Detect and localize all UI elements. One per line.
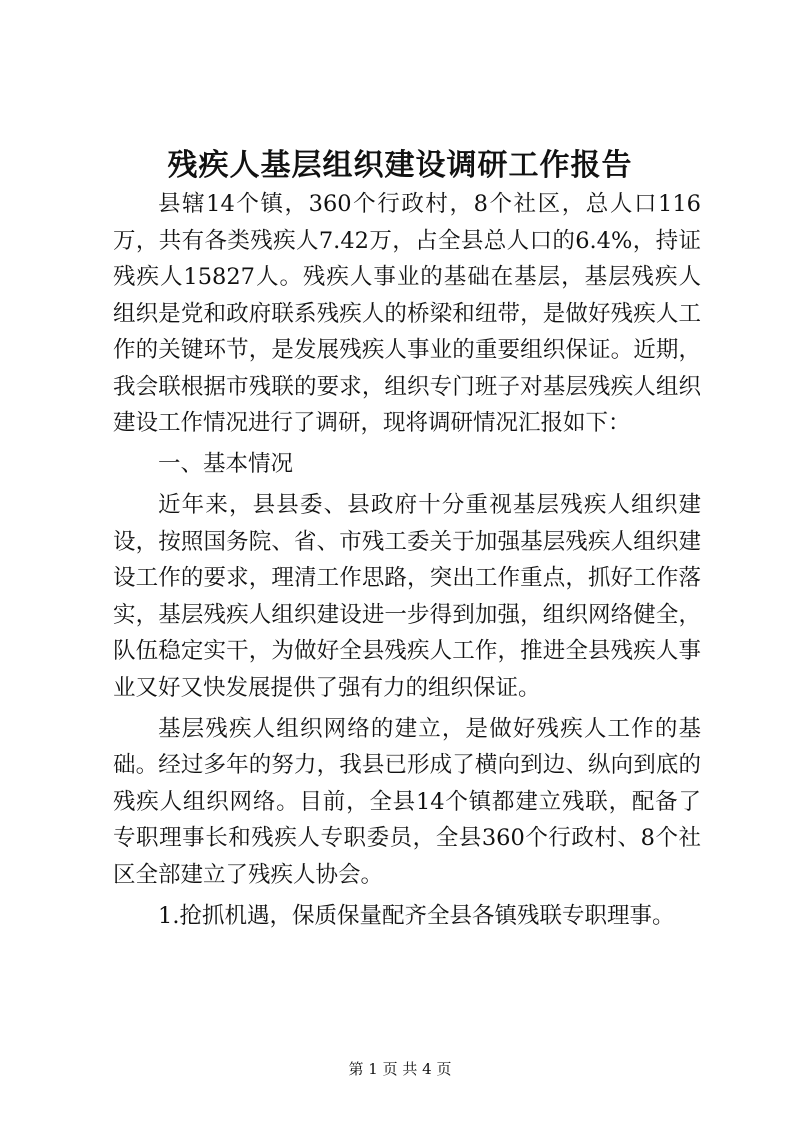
document-body [113,186,701,939]
section-heading-basic-situation: 一、基本情况 [158,451,294,477]
paragraph-item-1: 1.抢抓机遇，保质保量配齐全县各镇残联专职理事。 [158,902,675,929]
page-number-footer: 第 1 页 共 4 页 [348,1060,452,1078]
paragraph-organization-network: 基层残疾人组织网络的建立，是做好残疾人工作的基础。经过多年的努力，我县已形成了横向到边、纵向到底的残疾人组织网络。目前，全县14个镇都建立残联，配备了专职理事长和残疾人专职委员，全县360个行政村、8个社区全部建立了残疾人协会。 [113,715,701,888]
paragraph-recent-years: 近年来，县县委、县政府十分重视基层残疾人组织建设，按照国务院、省、市残工委关于加强基层残疾人组织建设工作的要求，理清工作思路，突出工作重点，抓好工作落实，基层残疾人组织建设进一步得到加强，组织网络健全，队伍稳定实干，为做好全县残疾人工作，推进全县残疾人事业又好又快发展提供了强有力的组织保证。 [113,492,701,701]
document-title: 残疾人基层组织建设调研工作报告 [167,148,633,183]
paragraph-intro: 县辖14个镇，360个行政村，8个社区，总人口116万，共有各类残疾人7.42万，占全县总人口的6.4%，持证残疾人15827人。残疾人事业的基础在基层，基层残疾人组织是党和政府联系残疾人的桥梁和纽带，是做好残疾人工作的关键环节，是发展残疾人事业的重要组织保证。近期，我会联根据市残联的要求，组织专门班子对基层残疾人组织建设工作情况进行了调研，现将调研情况汇报如下： [113,191,701,436]
